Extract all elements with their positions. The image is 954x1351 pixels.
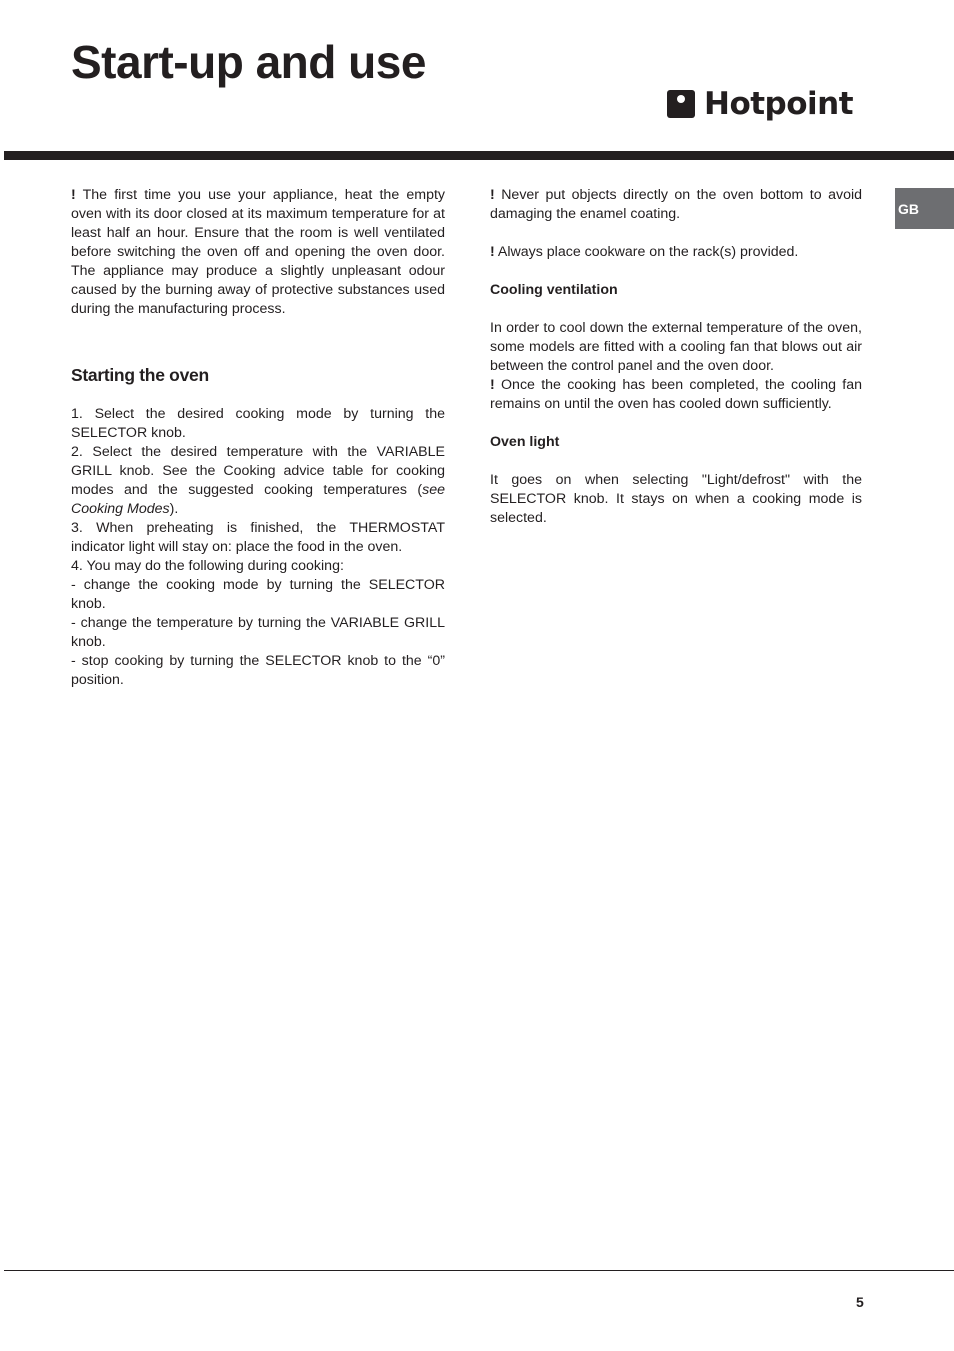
- step-4: 4. You may do the following during cooking:: [71, 558, 344, 574]
- step-2-reference: see Cooking Modes: [71, 482, 445, 517]
- hotpoint-logo-icon: [667, 90, 695, 118]
- right-column: [490, 186, 862, 528]
- warning-mark: !: [71, 187, 76, 203]
- step-4-option-1: - change the cooking mode by turning the SELECTOR knob.: [71, 577, 445, 612]
- intro-paragraph: [71, 186, 445, 319]
- header-divider: [4, 151, 954, 160]
- cooling-paragraph: In order to cool down the external temperature of the oven, some models are fitted with a cooling fan that blows out air between the control panel and the oven door.: [490, 320, 862, 374]
- warning-mark: !: [490, 377, 495, 393]
- warning-mark: !: [490, 244, 495, 260]
- step-2: [71, 443, 445, 519]
- step-2-end: ).: [169, 501, 179, 517]
- language-tab: [895, 188, 954, 229]
- section-title-oven-light: Oven light: [490, 434, 560, 450]
- warning-mark: !: [490, 187, 495, 203]
- step-3: 3. When preheating is finished, the THERMOSTAT indicator light will stay on: place the food in the oven.: [71, 520, 445, 555]
- cooling-note: [490, 376, 862, 414]
- page-title: Start-up and use: [71, 36, 426, 88]
- warning-cookware: [490, 243, 862, 262]
- page-number: 5: [856, 1294, 864, 1310]
- language-tab-label: GB: [898, 200, 919, 217]
- step-1: 1. Select the desired cooking mode by turning the SELECTOR knob.: [71, 406, 445, 441]
- brand-logo: [667, 86, 853, 122]
- step-4-option-3: - stop cooking by turning the SELECTOR knob to the “0” position.: [71, 653, 445, 688]
- cooling-note-text: Once the cooking has been completed, the cooling fan remains on until the oven has cooled down sufficiently.: [490, 377, 862, 412]
- brand-name: Hotpoint: [704, 86, 854, 122]
- intro-text: The first time you use your appliance, heat the empty oven with its door closed at its maximum temperature for at least half an hour. Ensure that the room is well ventilated before switching the oven off and opening the oven door. The appliance may produce a slightly unpleasant odour caused by the burning away of protective substances used during the manufacturing process.: [71, 187, 445, 317]
- step-4-option-2: - change the temperature by turning the VARIABLE GRILL knob.: [71, 615, 445, 650]
- section-title-starting-oven: Starting the oven: [71, 365, 209, 385]
- section-title-cooling-ventilation: Cooling ventilation: [490, 282, 618, 298]
- footer-divider: [4, 1270, 954, 1271]
- oven-light-paragraph: It goes on when selecting "Light/defrost" with the SELECTOR knob. It stays on when a cooking mode is selected.: [490, 472, 862, 526]
- step-2-text: 2. Select the desired temperature with the VARIABLE GRILL knob. See the Cooking advice table for cooking modes and the suggested cooking temperatures (: [71, 444, 445, 498]
- warning-oven-bottom-text: Never put objects directly on the oven bottom to avoid damaging the enamel coating.: [490, 187, 862, 222]
- warning-cookware-text: Always place cookware on the rack(s) provided.: [497, 244, 799, 260]
- warning-oven-bottom: [490, 186, 862, 224]
- left-column: [71, 186, 445, 690]
